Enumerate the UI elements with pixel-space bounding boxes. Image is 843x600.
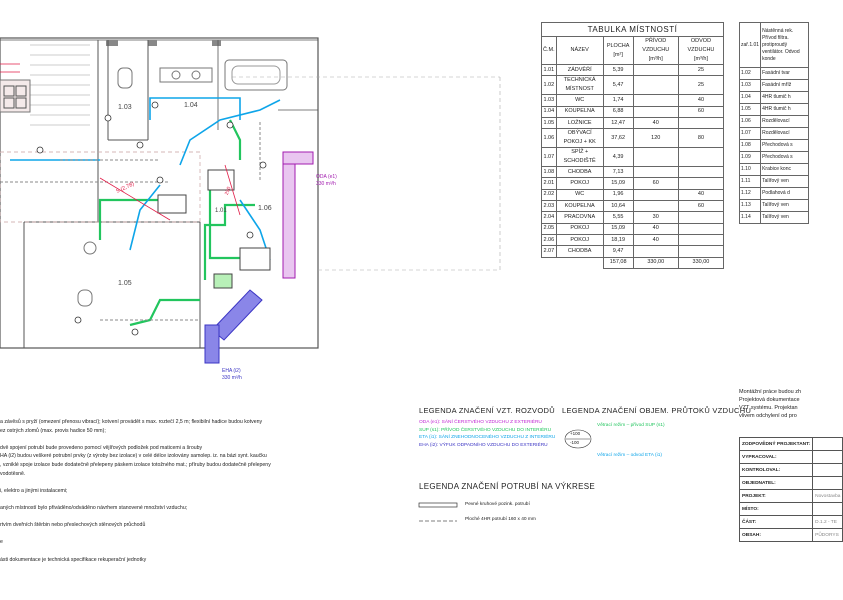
pipe-symbols <box>419 500 459 526</box>
notes <box>0 418 305 564</box>
table-cell-name: POKOJ <box>556 234 603 245</box>
table-cell-name: POKOJ <box>556 178 603 189</box>
table-cell-no: 2.03 <box>542 201 557 212</box>
exhaust-ducts <box>10 98 280 260</box>
element-no: 1.07 <box>740 128 761 140</box>
title-block-row <box>740 490 843 503</box>
element-no: 1.11 <box>740 176 761 188</box>
table-cell-area: 18,19 <box>603 234 633 245</box>
table-cell-exhaust <box>678 234 723 245</box>
table-cell-area: 15,09 <box>603 178 633 189</box>
table-cell-name: CHODBA <box>556 246 603 257</box>
title-block-row <box>740 464 843 477</box>
table-row <box>542 167 724 178</box>
table-cell-supply <box>633 106 678 117</box>
table-cell-area: 5,55 <box>603 212 633 223</box>
element-no: 1.04 <box>740 92 761 104</box>
pipe-flat-text: Ploché 4HR potrubí 160 x 40 mm <box>465 517 536 522</box>
legend-item: ETA (i1): SÁNÍ ZNEHODNOCENÉHO VZDUCHU Z INTERIÉRU <box>419 435 556 440</box>
legend-item: ODA (e1): SÁNÍ ČERSTVÉHO VZDUCHU Z EXTERIÉRU <box>419 420 542 425</box>
right-note-line: VZT systému. Projektan <box>739 405 798 411</box>
table-cell-area: 4,39 <box>603 148 633 167</box>
element-desc: Rozdělovací <box>761 116 809 128</box>
oda-label: ODA (e1) <box>316 174 337 180</box>
note-line <box>0 530 305 539</box>
table-cell-name: LOŽNICE <box>556 117 603 128</box>
table-cell-no: 1.06 <box>542 129 557 148</box>
element-desc: Talířový ven <box>761 176 809 188</box>
element-desc: Fasádní tvar <box>761 68 809 80</box>
note-line <box>0 435 305 444</box>
table-row <box>740 152 809 164</box>
table-cell-area: 5,39 <box>603 65 633 76</box>
room-label: 1.04 <box>184 102 198 109</box>
table-row <box>740 164 809 176</box>
table-cell-supply <box>633 201 678 212</box>
table-cell-name: KOUPELNA <box>556 201 603 212</box>
title-block-label: OBSAH: <box>740 529 813 542</box>
table-cell-area: 1,74 <box>603 95 633 106</box>
room-label: 1.03 <box>118 104 132 111</box>
col-header: Č.M. <box>542 37 557 65</box>
table-row <box>740 68 809 80</box>
table-row <box>740 116 809 128</box>
title-block-label: OBJEDNATEL: <box>740 477 813 490</box>
table-cell-supply <box>633 76 678 95</box>
element-desc: 4HR tlumič h <box>761 92 809 104</box>
note-line: , vzniklé spoje izolace bude dodatečně přelepeny páskem izolace totožného mat.; příruby budou dodatečně přelepeny <box>0 461 271 468</box>
element-no: 1.06 <box>740 116 761 128</box>
element-desc: Talířový ven <box>761 200 809 212</box>
note-line: ásti dokumentace je technická specifikace rekuperační jednotky <box>0 556 147 563</box>
table-row <box>740 200 809 212</box>
table-row <box>542 212 724 223</box>
note-line: HA (i2) budou veškeré potrubní prvky (z výroby bez izolace) v celé délce izolovány samolep. iz. na bázi synt. kaučku <box>0 453 267 460</box>
total-exhaust: 330,00 <box>678 257 723 268</box>
legend-distribution-title: LEGENDA ZNAČENÍ VZT. ROZVODŮ <box>419 406 555 415</box>
table-cell-no: 1.05 <box>542 117 557 128</box>
element-desc: Rozdělovací <box>761 128 809 140</box>
table-cell-name: KOUPELNA <box>556 106 603 117</box>
table-row <box>740 212 809 224</box>
table-cell-exhaust: 60 <box>678 106 723 117</box>
col-header: ODVOD VZDUCHU [m³/h] <box>678 37 723 65</box>
element-desc: Fasádní mříž <box>761 80 809 92</box>
oda-duct <box>283 152 313 278</box>
table-row <box>740 140 809 152</box>
title-block-row <box>740 516 843 529</box>
title-block-label: VYPRACOVAL: <box>740 451 813 464</box>
element-no: 1.09 <box>740 152 761 164</box>
table-cell-name: OBÝVACÍ POKOJ + KK <box>556 129 603 148</box>
table-cell-name: SPÍŽ + SCHODIŠTĚ <box>556 148 603 167</box>
table-cell-area: 10,64 <box>603 201 633 212</box>
table-cell-area: 12,47 <box>603 117 633 128</box>
room-table-title: TABULKA MÍSTNOSTÍ <box>542 23 724 37</box>
table-cell-area: 9,47 <box>603 246 633 257</box>
airflow-exhaust-text: Větrací režim – odvod ETA (i1) <box>597 453 662 458</box>
note-line <box>0 547 305 556</box>
table-cell-area: 6,88 <box>603 106 633 117</box>
table-cell-exhaust <box>678 167 723 178</box>
table-row <box>740 176 809 188</box>
right-note-line: Projektová dokumentace <box>739 397 800 403</box>
title-block-label: PROJEKT: <box>740 490 813 503</box>
recuperation-unit <box>158 170 270 288</box>
table-cell-name: PRACOVNA <box>556 212 603 223</box>
note-line: vodotěsně. <box>0 470 26 477</box>
table-cell-supply <box>633 65 678 76</box>
element-no: 1.02 <box>740 68 761 80</box>
room-label: 1.01 <box>215 208 227 214</box>
table-cell-supply: 40 <box>633 223 678 234</box>
table-row <box>542 234 724 245</box>
table-row <box>542 95 724 106</box>
table-cell-name: ZÁDVĚŘÍ <box>556 65 603 76</box>
table-cell-exhaust <box>678 117 723 128</box>
element-desc: Nástěnná rek. Přívod filtra. protiproudý ventilátor. Odvod konde <box>761 23 809 68</box>
eha-label: EHA (i2) <box>222 368 241 374</box>
room-label: 1.06 <box>258 205 272 212</box>
note-line <box>0 513 305 522</box>
table-row <box>740 104 809 116</box>
table-cell-supply <box>633 167 678 178</box>
element-desc: Přechodová s <box>761 152 809 164</box>
table-row <box>542 223 724 234</box>
table-cell-no: 2.01 <box>542 178 557 189</box>
table-row <box>542 178 724 189</box>
title-block <box>739 437 843 542</box>
table-cell-no: 1.04 <box>542 106 557 117</box>
title-block-label: ČÁST: <box>740 516 813 529</box>
table-cell-supply: 40 <box>633 117 678 128</box>
table-cell-supply: 30 <box>633 212 678 223</box>
table-row <box>740 128 809 140</box>
table-cell-exhaust: 25 <box>678 76 723 95</box>
diffusers <box>37 102 266 335</box>
table-cell-exhaust <box>678 246 723 257</box>
table-cell-no: 1.02 <box>542 76 557 95</box>
note-line: dvě spojení potrubí bude provedeno pomocí vějířových podložek pod maticemi a šrouby <box>0 444 203 451</box>
table-cell-no: 2.07 <box>542 246 557 257</box>
table-row <box>542 129 724 148</box>
table-cell-name: WC <box>556 95 603 106</box>
note-line: ez ostrých zlomů (max. provis hadice 50 mm); <box>0 427 106 434</box>
right-note <box>739 388 802 420</box>
room-table <box>541 22 724 269</box>
table-row <box>740 92 809 104</box>
legend-airflow-title: LEGENDA ZNAČENÍ OBJEM. PRŮTOKŮ VZDUCHU <box>562 406 752 415</box>
element-table <box>739 22 809 224</box>
table-cell-no: 1.01 <box>542 65 557 76</box>
dimension-label: 250 <box>223 186 233 196</box>
legend-item: SUP (s1): PŘÍVOD ČERSTVÉHO VZDUCHU DO INTERIÉRU <box>419 427 552 433</box>
table-row <box>740 80 809 92</box>
note-line <box>0 478 305 487</box>
element-no: 1.12 <box>740 188 761 200</box>
element-no: 1.08 <box>740 140 761 152</box>
table-cell-area: 37,62 <box>603 129 633 148</box>
table-cell-exhaust <box>678 178 723 189</box>
element-no: zař.1.01 <box>740 23 761 68</box>
table-cell-exhaust <box>678 223 723 234</box>
title-block-row <box>740 477 843 490</box>
table-row <box>542 148 724 167</box>
title-block-row <box>740 438 843 451</box>
table-row <box>542 76 724 95</box>
table-row <box>542 201 724 212</box>
table-cell-area: 15,09 <box>603 223 633 234</box>
table-cell-exhaust: 40 <box>678 189 723 200</box>
pipe-round-text: Pevné kruhové pozink. potrubí <box>465 502 530 507</box>
col-header: NÁZEV <box>556 37 603 65</box>
title-block-label: KONTROLOVAL: <box>740 464 813 477</box>
note-line: a závěsů s pryží (omezení přenosu vibrací); kotvení provádět s max. roztečí 2,5 m; flexibilní hadice budou kotveny <box>0 419 263 425</box>
title-block-row <box>740 451 843 464</box>
table-row <box>542 189 724 200</box>
table-cell-supply <box>633 148 678 167</box>
element-desc: Přechodová s <box>761 140 809 152</box>
table-row <box>542 65 724 76</box>
table-cell-name: POKOJ <box>556 223 603 234</box>
title-block-label: ZODPOVĚDNÝ PROJEKTANT: <box>740 438 813 451</box>
table-row <box>740 188 809 200</box>
airflow-value: +100 <box>570 431 581 436</box>
element-no: 1.10 <box>740 164 761 176</box>
table-cell-no: 1.07 <box>542 148 557 167</box>
table-cell-area: 1,96 <box>603 189 633 200</box>
oda-flow: 330 m³/h <box>316 181 336 187</box>
title-block-value <box>813 503 843 516</box>
table-cell-supply: 60 <box>633 178 678 189</box>
element-no: 1.14 <box>740 212 761 224</box>
element-no: 1.03 <box>740 80 761 92</box>
airflow-value: -100 <box>570 440 580 445</box>
col-header: PLOCHA [m²] <box>603 37 633 65</box>
note-line: e <box>0 539 3 546</box>
title-block-label: MÍSTO: <box>740 503 813 516</box>
element-desc: Talířový ven <box>761 212 809 224</box>
airflow-supply-text: Větrací režim – přívod SUP (s1) <box>597 423 665 428</box>
table-cell-exhaust: 60 <box>678 201 723 212</box>
table-cell-name: CHODBA <box>556 167 603 178</box>
table-cell-supply: 120 <box>633 129 678 148</box>
title-block-value <box>813 438 843 451</box>
note-line: aných místností bylo přiváděno/odváděno návrhem stanovené množství vzduchu; <box>0 504 188 511</box>
total-area: 157,08 <box>603 257 633 268</box>
table-cell-no: 2.04 <box>542 212 557 223</box>
title-block-value: Novostavba <box>813 490 843 503</box>
table-cell-exhaust <box>678 212 723 223</box>
table-cell-supply <box>633 189 678 200</box>
legend-pipes-title: LEGENDA ZNAČENÍ POTRUBÍ NA VÝKRESE <box>419 482 596 491</box>
title-block-value: PŮDORYS <box>813 529 843 542</box>
table-cell-name: TECHNICKÁ MÍSTNOST <box>556 76 603 95</box>
note-line: i, elektro a jinými instalacemi; <box>0 487 68 494</box>
eha-duct <box>205 290 262 363</box>
table-cell-no: 1.03 <box>542 95 557 106</box>
col-header: PŘÍVOD VZDUCHU [m³/h] <box>633 37 678 65</box>
table-cell-area: 7,13 <box>603 167 633 178</box>
table-cell-no: 2.06 <box>542 234 557 245</box>
table-cell-no: 1.08 <box>542 167 557 178</box>
room-label: 1.05 <box>118 280 132 287</box>
legend-item: EHA (i2): VÝFUK ODPADNÍHO VZDUCHU DO EXTERIÉRU <box>419 442 548 448</box>
table-row <box>542 106 724 117</box>
table-cell-area: 5,47 <box>603 76 633 95</box>
table-cell-name: WC <box>556 189 603 200</box>
table-cell-exhaust: 40 <box>678 95 723 106</box>
floor-plan <box>0 0 540 400</box>
table-cell-no: 2.05 <box>542 223 557 234</box>
total-supply: 330,00 <box>633 257 678 268</box>
title-block-value <box>813 451 843 464</box>
eha-flow: 330 m³/h <box>222 375 242 381</box>
table-cell-supply <box>633 246 678 257</box>
table-cell-exhaust <box>678 148 723 167</box>
element-desc: Krabice konc <box>761 164 809 176</box>
note-line <box>0 495 305 504</box>
title-block-row <box>740 503 843 516</box>
element-no: 1.05 <box>740 104 761 116</box>
title-block-value <box>813 477 843 490</box>
totals-row <box>542 257 724 268</box>
right-note-line: vlivem odchylení od pro <box>739 413 797 419</box>
table-cell-supply <box>633 95 678 106</box>
element-desc: 4HR tlumič h <box>761 104 809 116</box>
table-cell-no: 2.02 <box>542 189 557 200</box>
table-cell-exhaust: 25 <box>678 65 723 76</box>
element-desc: Podlahová d <box>761 188 809 200</box>
element-no: 1.13 <box>740 200 761 212</box>
right-note-line: Montážní práce budou zh <box>739 389 802 395</box>
title-block-value <box>813 464 843 477</box>
table-cell-supply: 40 <box>633 234 678 245</box>
title-block-row <box>740 529 843 542</box>
table-row <box>542 246 724 257</box>
table-row <box>542 117 724 128</box>
title-block-value: D.1.2 - TE <box>813 516 843 529</box>
dimension-label: 5 (2,78) <box>115 181 136 195</box>
note-line: rtvím dveřních štěrbin nebo přeslechových stěnových průchodů <box>0 522 146 529</box>
table-row <box>740 23 809 68</box>
table-cell-exhaust: 80 <box>678 129 723 148</box>
